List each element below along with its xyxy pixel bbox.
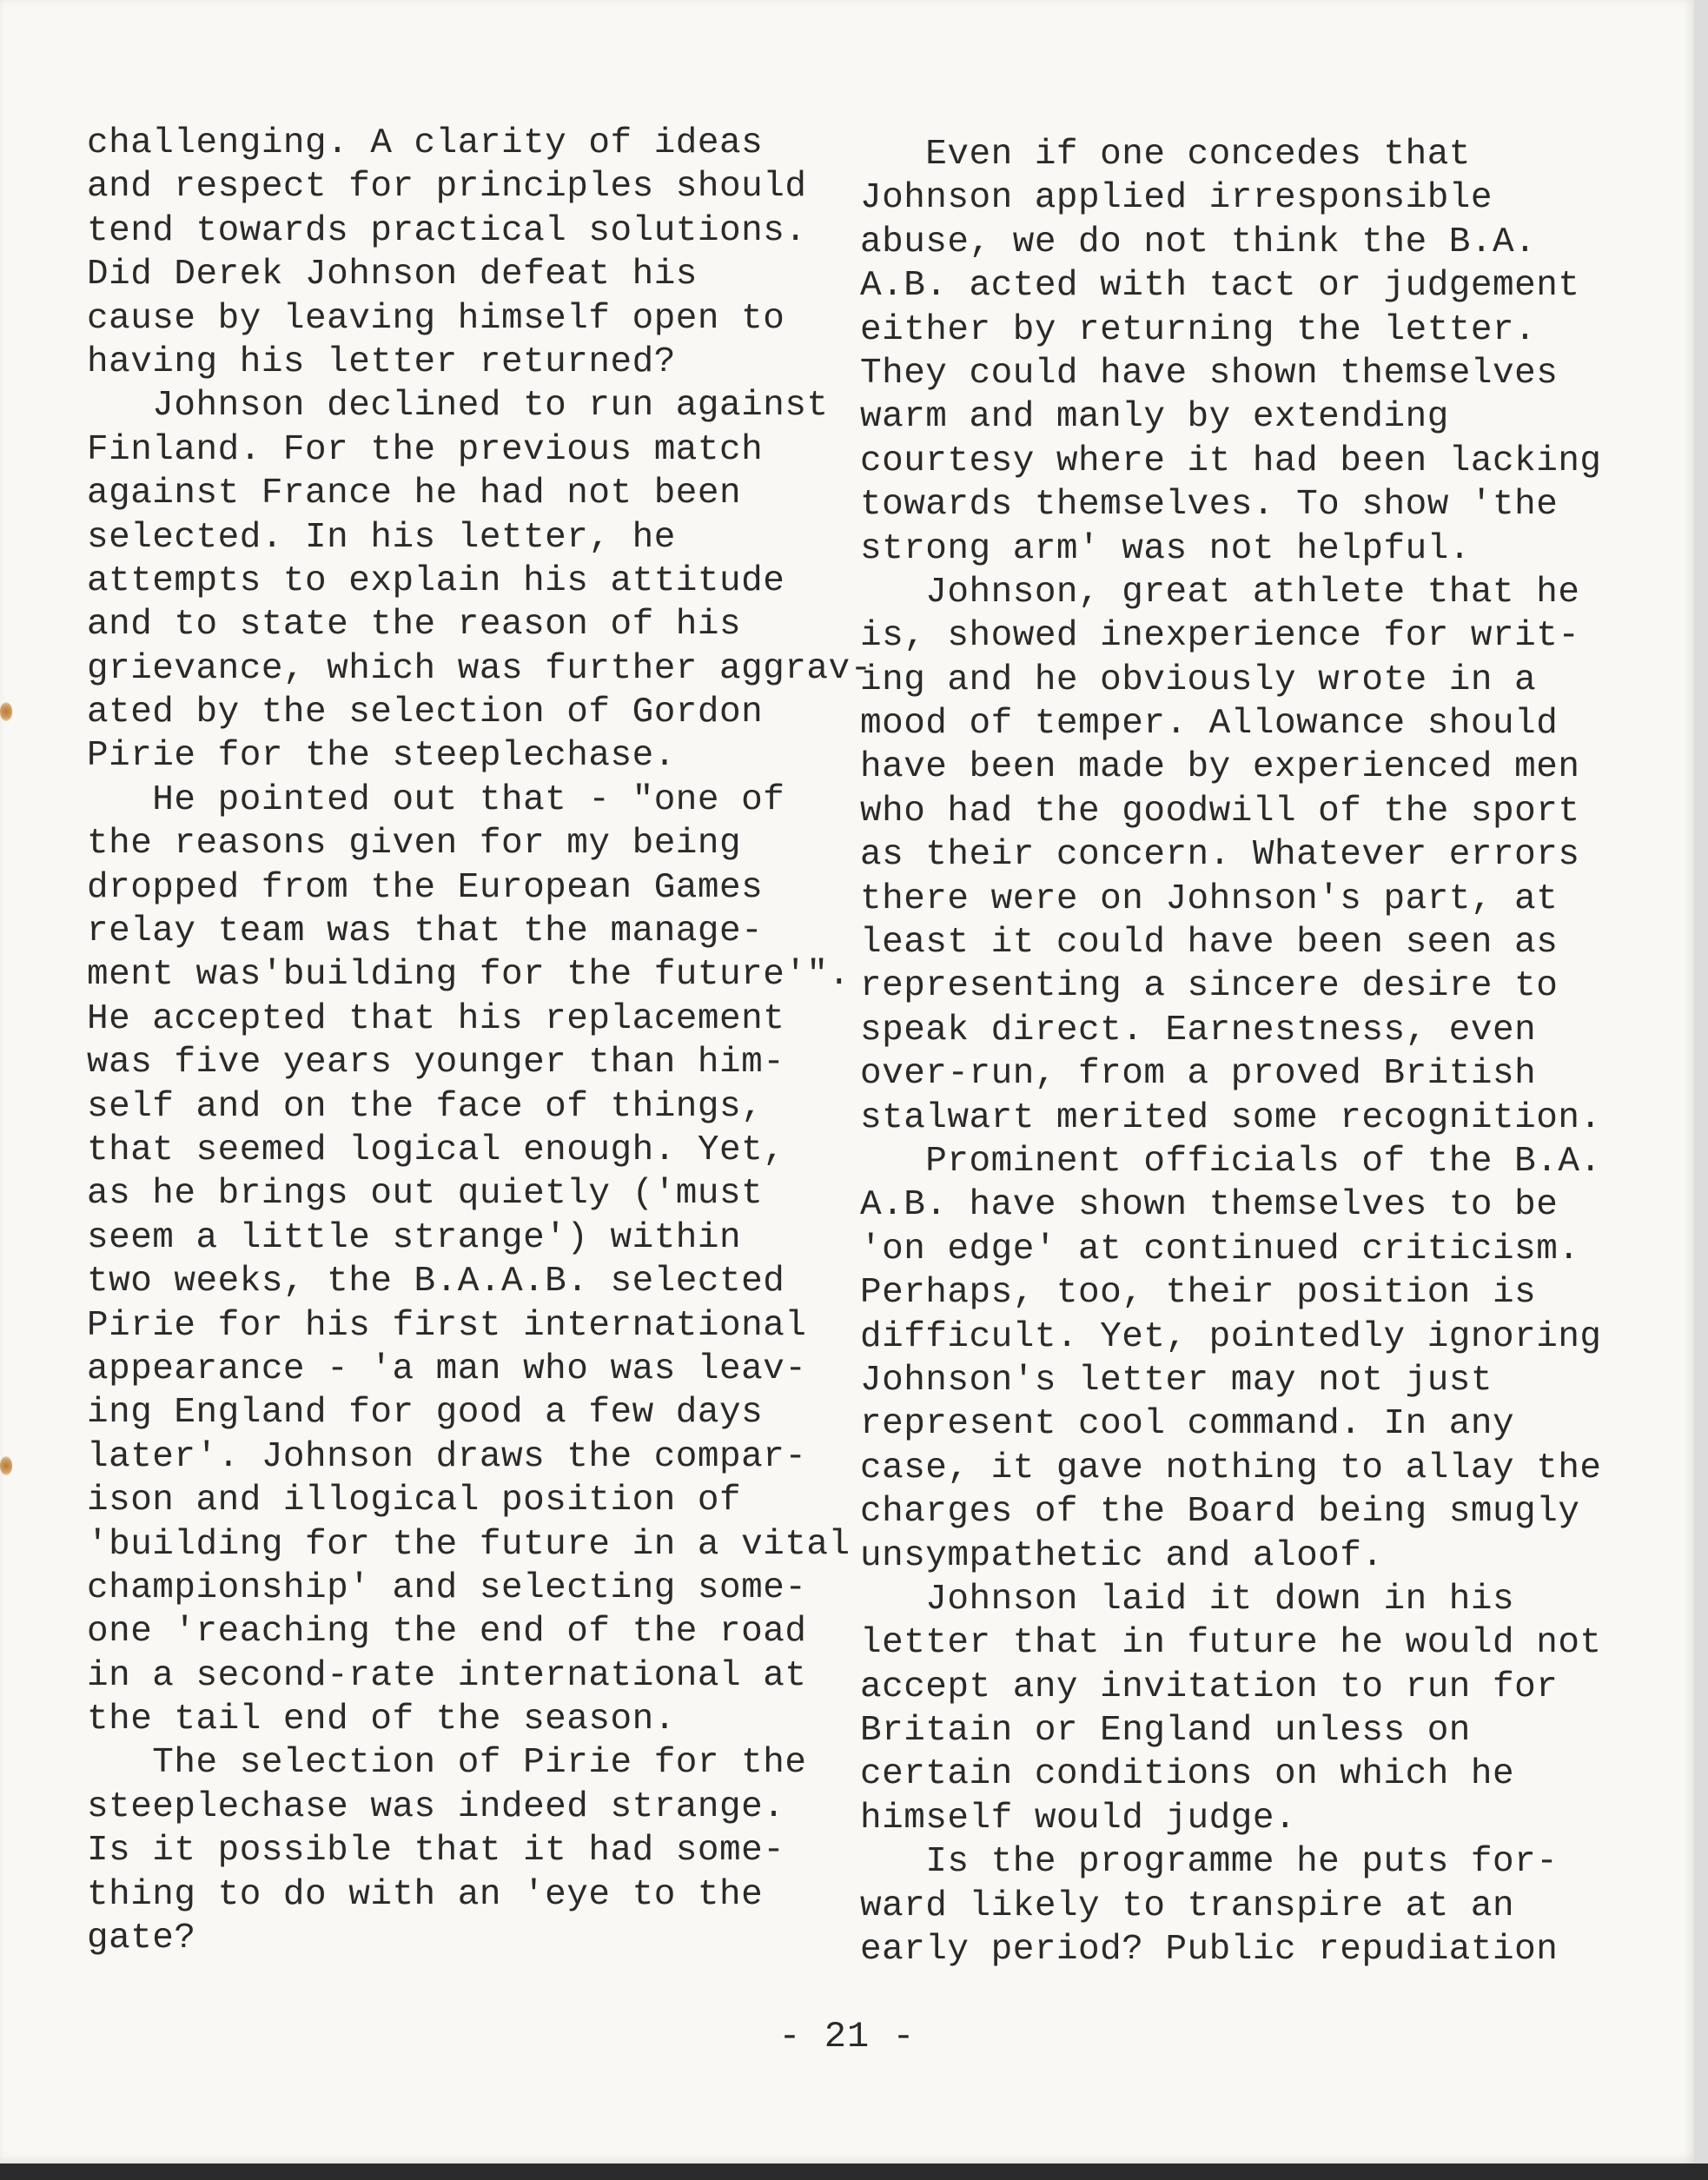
text-line: Johnson laid it down in his [860,1579,1515,1620]
text-line: the tail end of the season. [87,1700,676,1740]
text-line: one 'reaching the end of the road [87,1612,807,1653]
text-line: A.B. have shown themselves to be [860,1185,1559,1226]
text-line: over-run, from a proved British [860,1054,1537,1095]
text-line: towards themselves. To show 'the [860,485,1559,526]
text-line: ment was'building for the future'". [87,955,851,996]
text-line: Is the programme he puts for- [860,1842,1559,1883]
text-line: Perhaps, too, their position is [860,1273,1537,1314]
text-line: Is it possible that it had some- [87,1831,785,1872]
text-line: Pirie for the steeplechase. [87,736,676,777]
text-line: case, it gave nothing to allay the [860,1448,1602,1488]
text-line: strong arm' was not helpful. [860,528,1471,569]
text-line: either by returning the letter. [860,309,1537,350]
text-line: gate? [87,1918,196,1959]
text-line: is, showed inexperience for writ- [860,616,1580,657]
text-line: letter that in future he would not [860,1623,1602,1664]
text-line: himself would judge. [860,1798,1297,1839]
text-line: Johnson declined to run against [87,386,829,427]
text-line: who had the goodwill of the sport [860,791,1580,832]
text-line: warm and manly by extending [860,397,1449,438]
text-line: ward likely to transpire at an [860,1885,1515,1926]
text-line: difficult. Yet, pointedly ignoring [860,1316,1602,1357]
text-line: Even if one concedes that [860,135,1471,175]
text-line: championship' and selecting some- [87,1567,807,1608]
text-line: 'on edge' at continued criticism. [860,1229,1580,1269]
text-line: representing a sincere desire to [860,966,1559,1007]
text-line: early period? Public repudiation [860,1930,1559,1971]
text-line: selected. In his letter, he [87,517,676,558]
text-line: and to state the reason of his [87,605,742,646]
text-line: The selection of Pirie for the [87,1743,807,1784]
text-line: Britain or England unless on [860,1711,1471,1752]
text-line: as their concern. Whatever errors [860,835,1580,876]
text-line: He pointed out that - "one of [87,779,785,820]
text-line: was five years younger than him- [87,1043,785,1083]
text-line: courtesy where it had been lacking [860,441,1602,481]
text-line: as he brings out quietly ('must [87,1174,764,1215]
text-line: thing to do with an 'eye to the [87,1874,764,1915]
text-line: self and on the face of things, [87,1086,764,1127]
text-line: charges of the Board being smugly [860,1492,1580,1533]
text-line: Johnson, great athlete that he [860,572,1580,613]
text-line: there were on Johnson's part, at [860,878,1559,919]
text-line: abuse, we do not think the B.A. [860,222,1537,262]
text-line: certain conditions on which he [860,1754,1515,1795]
text-line: Johnson applied irresponsible [860,178,1493,219]
text-line: Finland. For the previous match [87,429,764,470]
text-line: that seemed logical enough. Yet, [87,1130,785,1170]
text-line: have been made by experienced men [860,747,1580,788]
text-line: later'. Johnson draws the compar- [87,1436,807,1477]
text-line: Did Derek Johnson defeat his [87,255,698,295]
text-line: Pirie for his first international [87,1305,807,1346]
text-line: ated by the selection of Gordon [87,692,764,733]
text-line: having his letter returned? [87,341,676,382]
text-line: speak direct. Earnestness, even [860,1010,1537,1050]
text-line: He accepted that his replacement [87,998,785,1039]
page-edge [1694,0,1708,2180]
text-line: grievance, which was further aggrav- [87,648,872,689]
text-line: two weeks, the B.A.A.B. selected [87,1262,785,1302]
text-line: Johnson's letter may not just [860,1360,1493,1401]
text-line: seem a little strange') within [87,1217,742,1258]
text-line: unsympathetic and aloof. [860,1535,1384,1576]
text-line: appearance - 'a man who was leav- [87,1348,807,1389]
rust-stain [0,1456,12,1475]
text-line: ison and illogical position of [87,1481,742,1521]
text-line: least it could have been seen as [860,923,1559,964]
text-line: the reasons given for my being [87,824,742,865]
text-line: 'building for the future in a vital [87,1524,851,1565]
rust-stain [0,702,12,721]
scan-background [0,2163,1708,2180]
text-line: tend towards practical solutions. [87,210,807,251]
page-number: - 21 - [778,2016,916,2057]
text-line: Prominent officials of the B.A. [860,1141,1602,1182]
text-line: mood of temper. Allowance should [860,704,1559,745]
text-line: stalwart merited some recognition. [860,1097,1602,1138]
text-line: ing and he obviously wrote in a [860,659,1537,700]
text-line: represent cool command. In any [860,1404,1515,1445]
text-line: ing England for good a few days [87,1393,764,1434]
text-line: steeplechase was indeed strange. [87,1786,785,1827]
text-line: dropped from the European Games [87,867,764,908]
text-line: cause by leaving himself open to [87,298,785,339]
text-line: attempts to explain his attitude [87,560,785,601]
left-text-column [87,122,872,1960]
right-text-column [860,133,1616,1971]
text-line: and respect for principles should [87,167,807,208]
text-line: A.B. acted with tact or judgement [860,266,1580,307]
text-line: They could have shown themselves [860,353,1559,394]
text-line: relay team was that the manage- [87,911,764,952]
text-line: accept any invitation to run for [860,1666,1559,1707]
text-line: in a second-rate international at [87,1655,807,1696]
text-line: against France he had not been [87,474,742,514]
text-line: challenging. A clarity of ideas [87,123,764,163]
